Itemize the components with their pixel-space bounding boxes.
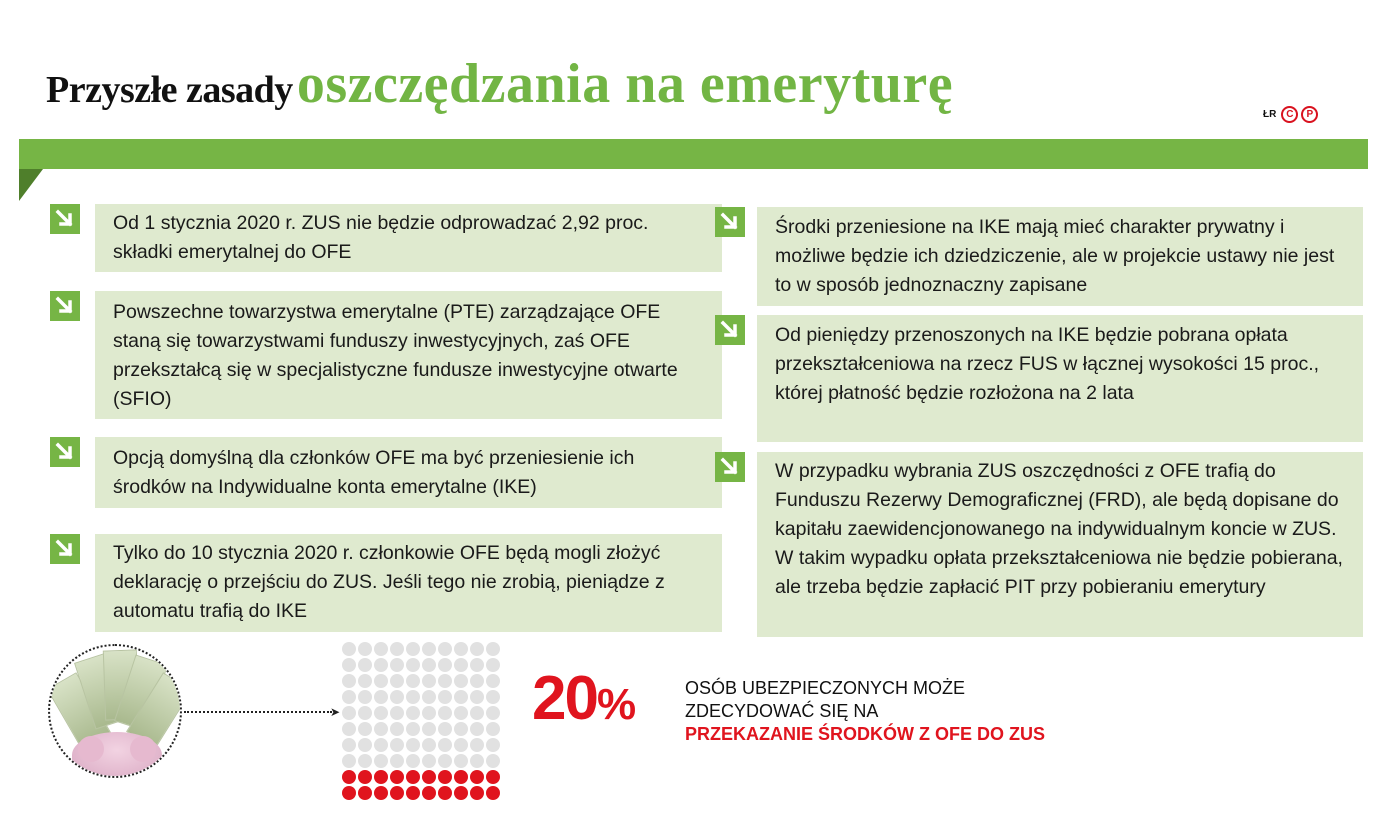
gray-dot	[470, 706, 484, 720]
connector-dotted-line	[184, 711, 332, 713]
band-fold-corner	[19, 169, 43, 201]
arrow-down-right-icon	[715, 207, 745, 237]
info-box	[95, 291, 722, 419]
gray-dot	[470, 658, 484, 672]
arrow-down-right-icon	[715, 452, 745, 482]
gray-dot	[374, 722, 388, 736]
stat-percentage	[532, 664, 635, 733]
gray-dot	[342, 706, 356, 720]
gray-dot	[438, 754, 452, 768]
arrow-down-right-icon	[50, 291, 80, 321]
percentage-dot-grid	[341, 641, 501, 801]
gray-dot	[358, 642, 372, 656]
copyright-c-icon: C	[1281, 106, 1298, 123]
gray-dot	[406, 642, 420, 656]
highlighted-dot	[390, 786, 404, 800]
highlighted-dot	[470, 770, 484, 784]
gray-dot	[374, 706, 388, 720]
arrow-down-right-icon	[50, 437, 80, 467]
stat-line-3: PRZEKAZANIE ŚRODKÓW Z OFE DO ZUS	[685, 724, 1045, 744]
gray-dot	[470, 754, 484, 768]
gray-dot	[406, 754, 420, 768]
info-text: Powszechne towarzystwa emerytalne (PTE) zarządzające OFE staną się towarzystwami funduszy inwestycyjnych, zaś OFE przekształcą się w specjalistyczne fundusze inwestycyjne otwarte (SFIO)	[113, 301, 678, 410]
gray-dot	[454, 690, 468, 704]
gray-dot	[390, 754, 404, 768]
gray-dot	[454, 738, 468, 752]
gray-dot	[486, 754, 500, 768]
gray-dot	[374, 738, 388, 752]
gray-dot	[342, 674, 356, 688]
page-title	[46, 52, 953, 116]
gray-dot	[486, 690, 500, 704]
author-initials: ŁR	[1263, 109, 1277, 120]
gray-dot	[486, 738, 500, 752]
gray-dot	[470, 722, 484, 736]
gray-dot	[486, 706, 500, 720]
gray-dot	[374, 674, 388, 688]
highlighted-dot	[422, 786, 436, 800]
gray-dot	[406, 658, 420, 672]
gray-dot	[390, 642, 404, 656]
gray-dot	[470, 642, 484, 656]
title-black-part: Przyszłe zasady	[46, 69, 293, 111]
gray-dot	[470, 690, 484, 704]
gray-dot	[342, 738, 356, 752]
info-text: Od pieniędzy przenoszonych na IKE będzie pobrana opłata przekształceniowa na rzecz FUS w łącznej wysokości 15 proc., której płatność będzie rozłożona na 2 lata	[775, 324, 1320, 404]
gray-dot	[342, 722, 356, 736]
arrow-right-icon: ➤	[330, 705, 341, 719]
gray-dot	[422, 754, 436, 768]
gray-dot	[486, 674, 500, 688]
gray-dot	[470, 674, 484, 688]
highlighted-dot	[374, 770, 388, 784]
gray-dot	[390, 722, 404, 736]
highlighted-dot	[486, 786, 500, 800]
highlighted-dot	[406, 786, 420, 800]
highlighted-dot	[342, 770, 356, 784]
highlighted-dot	[454, 786, 468, 800]
gray-dot	[438, 738, 452, 752]
info-box	[95, 437, 722, 508]
gray-dot	[374, 690, 388, 704]
gray-dot	[454, 642, 468, 656]
highlighted-dot	[374, 786, 388, 800]
green-header-band	[19, 139, 1368, 169]
gray-dot	[358, 754, 372, 768]
stat-line-2: ZDECYDOWAĆ SIĘ NA	[685, 701, 879, 721]
gray-dot	[422, 706, 436, 720]
gray-dot	[358, 674, 372, 688]
gray-dot	[390, 738, 404, 752]
gray-dot	[374, 642, 388, 656]
gray-dot	[438, 674, 452, 688]
info-box	[95, 204, 722, 272]
info-text: Od 1 stycznia 2020 r. ZUS nie będzie odprowadzać 2,92 proc. składki emerytalnej do OFE	[113, 212, 649, 263]
gray-dot	[406, 738, 420, 752]
gray-dot	[374, 658, 388, 672]
gray-dot	[390, 674, 404, 688]
stat-description	[685, 677, 1045, 746]
gray-dot	[454, 706, 468, 720]
stat-value: 20	[532, 664, 597, 733]
gray-dot	[486, 722, 500, 736]
gray-dot	[454, 658, 468, 672]
highlighted-dot	[390, 770, 404, 784]
gray-dot	[358, 722, 372, 736]
gray-dot	[374, 754, 388, 768]
info-box	[757, 452, 1363, 637]
author-credit	[1263, 106, 1318, 123]
highlighted-dot	[486, 770, 500, 784]
info-box	[757, 207, 1363, 306]
gray-dot	[390, 658, 404, 672]
gray-dot	[486, 658, 500, 672]
gray-dot	[358, 738, 372, 752]
gray-dot	[390, 706, 404, 720]
gray-dot	[486, 642, 500, 656]
gray-dot	[406, 690, 420, 704]
stat-unit: %	[596, 680, 635, 729]
info-text: Środki przeniesione na IKE mają mieć charakter prywatny i możliwe będzie ich dziedziczenie, ale w projekcie ustawy nie jest to w sposób jednoznaczny zapisane	[775, 216, 1335, 296]
gray-dot	[406, 706, 420, 720]
gray-dot	[438, 642, 452, 656]
gray-dot	[358, 706, 372, 720]
gray-dot	[422, 674, 436, 688]
highlighted-dot	[438, 770, 452, 784]
info-text: Opcją domyślną dla członków OFE ma być przeniesienie ich środków na Indywidualne konta emerytalne (IKE)	[113, 447, 635, 498]
gray-dot	[422, 722, 436, 736]
gray-dot	[422, 658, 436, 672]
gray-dot	[454, 722, 468, 736]
gray-dot	[342, 658, 356, 672]
highlighted-dot	[454, 770, 468, 784]
arrow-down-right-icon	[50, 534, 80, 564]
gray-dot	[358, 690, 372, 704]
gray-dot	[342, 642, 356, 656]
gray-dot	[358, 658, 372, 672]
gray-dot	[438, 722, 452, 736]
arrow-down-right-icon	[50, 204, 80, 234]
highlighted-dot	[342, 786, 356, 800]
gray-dot	[438, 658, 452, 672]
highlighted-dot	[422, 770, 436, 784]
gray-dot	[470, 738, 484, 752]
gray-dot	[454, 754, 468, 768]
highlighted-dot	[358, 770, 372, 784]
highlighted-dot	[406, 770, 420, 784]
piggy-bank-image	[48, 644, 182, 778]
arrow-down-right-icon	[715, 315, 745, 345]
info-box	[95, 534, 722, 632]
highlighted-dot	[438, 786, 452, 800]
gray-dot	[438, 706, 452, 720]
stat-line-1: OSÓB UBEZPIECZONYCH MOŻE	[685, 678, 966, 698]
gray-dot	[342, 754, 356, 768]
info-text: Tylko do 10 stycznia 2020 r. członkowie OFE będą mogli złożyć deklarację o przejściu do ZUS. Jeśli tego nie zrobią, pieniądze z automatu trafią do IKE	[113, 542, 665, 622]
gray-dot	[422, 738, 436, 752]
gray-dot	[422, 690, 436, 704]
info-text: W przypadku wybrania ZUS oszczędności z OFE trafią do Funduszu Rezerwy Demograficznej (FRD), ale będą dopisane do kapitału zaewidencjonowanego na indywidualnym koncie w ZUS. W takim wypadku opłata przekształceniowa nie będzie pobierana, ale trzeba będzie zapłacić PIT przy pobieraniu emerytury	[775, 460, 1343, 598]
copyright-p-icon: P	[1301, 106, 1318, 123]
gray-dot	[438, 690, 452, 704]
title-green-part: oszczędzania na emeryturę	[296, 53, 954, 115]
gray-dot	[406, 674, 420, 688]
gray-dot	[390, 690, 404, 704]
gray-dot	[454, 674, 468, 688]
gray-dot	[342, 690, 356, 704]
highlighted-dot	[470, 786, 484, 800]
gray-dot	[422, 642, 436, 656]
gray-dot	[406, 722, 420, 736]
highlighted-dot	[358, 786, 372, 800]
info-box	[757, 315, 1363, 442]
